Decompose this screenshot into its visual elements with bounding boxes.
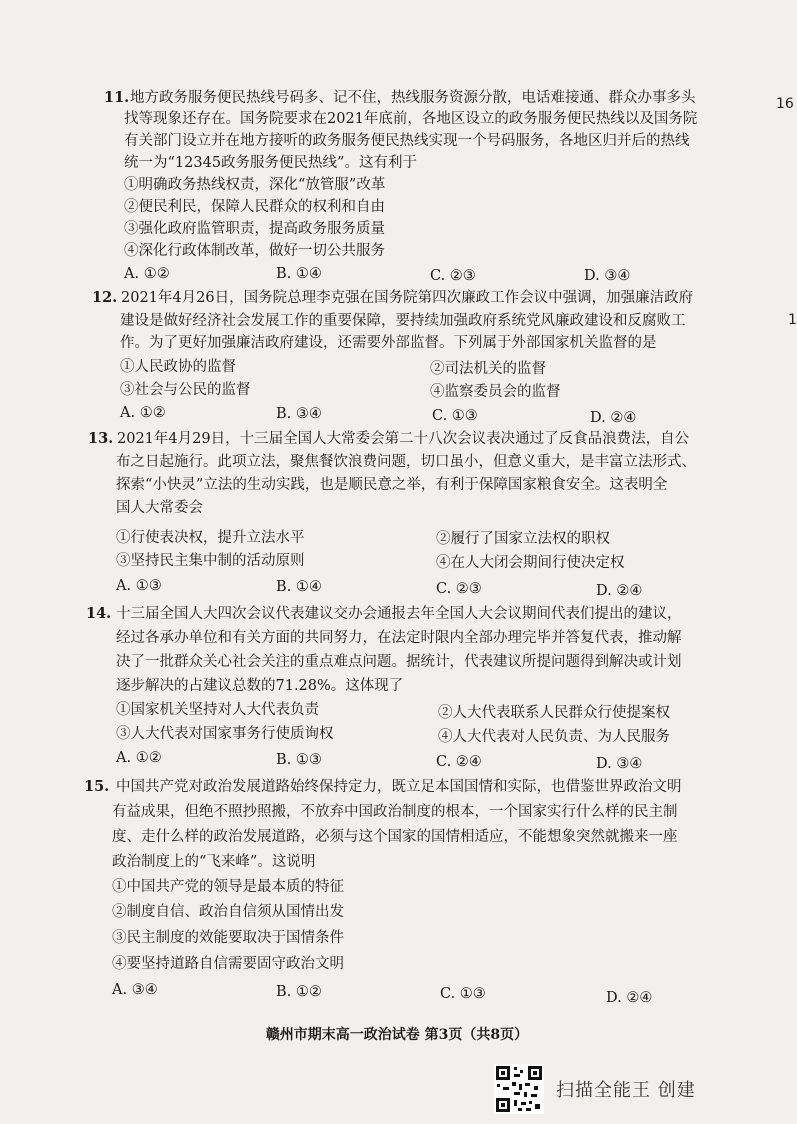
- choice-b: B. ③④: [276, 406, 322, 422]
- choice-a: A. ①②: [120, 405, 166, 421]
- question-text-line: 中国共产党对政治发展道路始终保持定力，既立足本国国情和实际，也借鉴世界政治文明: [116, 779, 682, 795]
- choice-a: A. ③④: [112, 982, 158, 998]
- statement: ①行使表决权，提升立法水平: [116, 530, 305, 546]
- statement: ④监察委员会的监督: [430, 384, 561, 400]
- statement: ③社会与公民的监督: [120, 382, 251, 398]
- question-text-line: 2021年4月29日，十三届全国人大常委会第二十八次会议表决通过了反食品浪费法，自公: [117, 431, 690, 447]
- choice-c: C. ①③: [432, 408, 478, 424]
- statement: ③人大代表对国家事务行使质询权: [116, 726, 334, 742]
- statement: ④人大代表对人民负责、为人民服务: [438, 729, 670, 745]
- question-text-line: 找等现象还存在。国务院要求在2021年底前，各地区设立的政务服务便民热线以及国务院: [124, 111, 698, 127]
- question-text-line: 布之日起施行。此项立法，聚焦餐饮浪费问题，切口虽小，但意义重大，是丰富立法形式、: [116, 454, 696, 470]
- scanner-watermark: [494, 1064, 696, 1114]
- statement: ④在人大闭会期间行使决定权: [436, 555, 625, 571]
- choice-c: C. ①③: [440, 986, 486, 1002]
- statement: ④深化行政体制改革，做好一切公共服务: [124, 243, 385, 259]
- question-number: 11.: [104, 89, 130, 106]
- statement: ③强化政府监管职责，提高政务服务质量: [124, 221, 385, 237]
- choice-c: C. ②③: [430, 268, 476, 284]
- choice-d: D. ②④: [590, 410, 637, 426]
- page-footer: 赣州市期末高一政治试卷 第3页（共8页）: [265, 1027, 529, 1043]
- question-text-line: 政治制度上的“飞来峰”。这说明: [112, 854, 316, 870]
- statement: ①中国共产党的领导是最本质的特征: [112, 879, 344, 895]
- question-text-line: 有益成果，但绝不照抄照搬，不放弃中国政治制度的根本，一个国家实行什么样的民主制: [112, 804, 678, 820]
- statement: ②便民利民，保障人民群众的权利和自由: [124, 199, 385, 215]
- question-text-line: 国人大常委会: [116, 500, 203, 516]
- statement: ②人大代表联系人民群众行使提案权: [438, 705, 670, 721]
- question-text-line: 十三届全国人大四次会议代表建议交办会通报去年全国人大会议期间代表们提出的建议，: [116, 606, 682, 622]
- qr-code-icon: [494, 1064, 544, 1114]
- statement: ②司法机关的监督: [430, 361, 546, 377]
- question-number: 15.: [84, 778, 110, 795]
- question-text-line: 逐步解决的占建议总数的71.28%。这体现了: [116, 678, 404, 694]
- question-text-line: 2021年4月26日，国务院总理李克强在国务院第四次廉政工作会议中强调，加强廉洁政府: [121, 290, 694, 306]
- choice-d: D. ③④: [596, 756, 643, 772]
- question-number: 12.: [92, 289, 118, 306]
- statement: ②履行了国家立法权的职权: [436, 531, 610, 547]
- margin-mark-top: 16: [776, 96, 794, 112]
- statement: ③坚持民主集中制的活动原则: [116, 553, 305, 569]
- question-text-line: 经过各承办单位和有关方面的共同努力，在法定时限内全部办理完毕并答复代表，推动解: [116, 630, 682, 646]
- choice-d: D. ②④: [606, 990, 653, 1006]
- choice-c: C. ②④: [436, 754, 482, 770]
- choice-a: A. ①②: [116, 750, 162, 766]
- choice-d: D. ②④: [596, 583, 643, 599]
- question-text-line: 探索“小快灵”立法的生动实践，也是顺民意之举，有利于保障国家粮食安全。这表明全: [116, 477, 668, 493]
- question-text-line: 作。为了更好加强廉洁政府建设，还需要外部监督。下列属于外部国家机关监督的是: [120, 335, 657, 351]
- question-text-line: 地方政务服务便民热线号码多、记不住，热线服务资源分散，电话难接通、群众办事多头: [130, 90, 696, 106]
- choice-b: B. ①④: [276, 266, 322, 282]
- question-number: 14.: [86, 605, 112, 622]
- question-text-line: 统一为“12345政务服务便民热线”。这有利于: [124, 155, 417, 171]
- statement: ①人民政协的监督: [120, 359, 236, 375]
- margin-mark-middle: 1: [788, 312, 797, 328]
- choice-b: B. ①②: [276, 984, 322, 1000]
- statement: ①明确政务热线权责，深化“放管服”改革: [124, 177, 386, 193]
- statement: ②制度自信、政治自信须从国情出发: [112, 904, 344, 920]
- choice-c: C. ②③: [436, 581, 482, 597]
- choice-b: B. ①④: [276, 579, 322, 595]
- question-text-line: 建设是做好经济社会发展工作的重要保障，要持续加强政府系统党风廉政建设和反腐败工: [120, 313, 686, 329]
- statement: ③民主制度的效能要取决于国情条件: [112, 930, 344, 946]
- choice-a: A. ①③: [116, 578, 162, 594]
- choice-a: A. ①②: [124, 266, 170, 282]
- statement: ④要坚持道路自信需要固守政治文明: [112, 956, 344, 972]
- question-text-line: 有关部门设立并在地方接听的政务服务便民热线实现一个号码服务，各地区归并后的热线: [124, 133, 690, 149]
- question-text-line: 度、走什么样的政治发展道路，必须与这个国家的国情相适应，不能想象突然就搬来一座: [112, 829, 678, 845]
- question-number: 13.: [88, 430, 114, 447]
- scanner-label: 扫描全能王 创建: [556, 1080, 696, 1101]
- statement: ①国家机关坚持对人大代表负责: [116, 702, 319, 718]
- choice-b: B. ①③: [276, 752, 322, 768]
- choice-d: D. ③④: [584, 268, 631, 284]
- question-text-line: 决了一批群众关心社会关注的重点难点问题。据统计，代表建议所提问题得到解决或计划: [116, 654, 682, 670]
